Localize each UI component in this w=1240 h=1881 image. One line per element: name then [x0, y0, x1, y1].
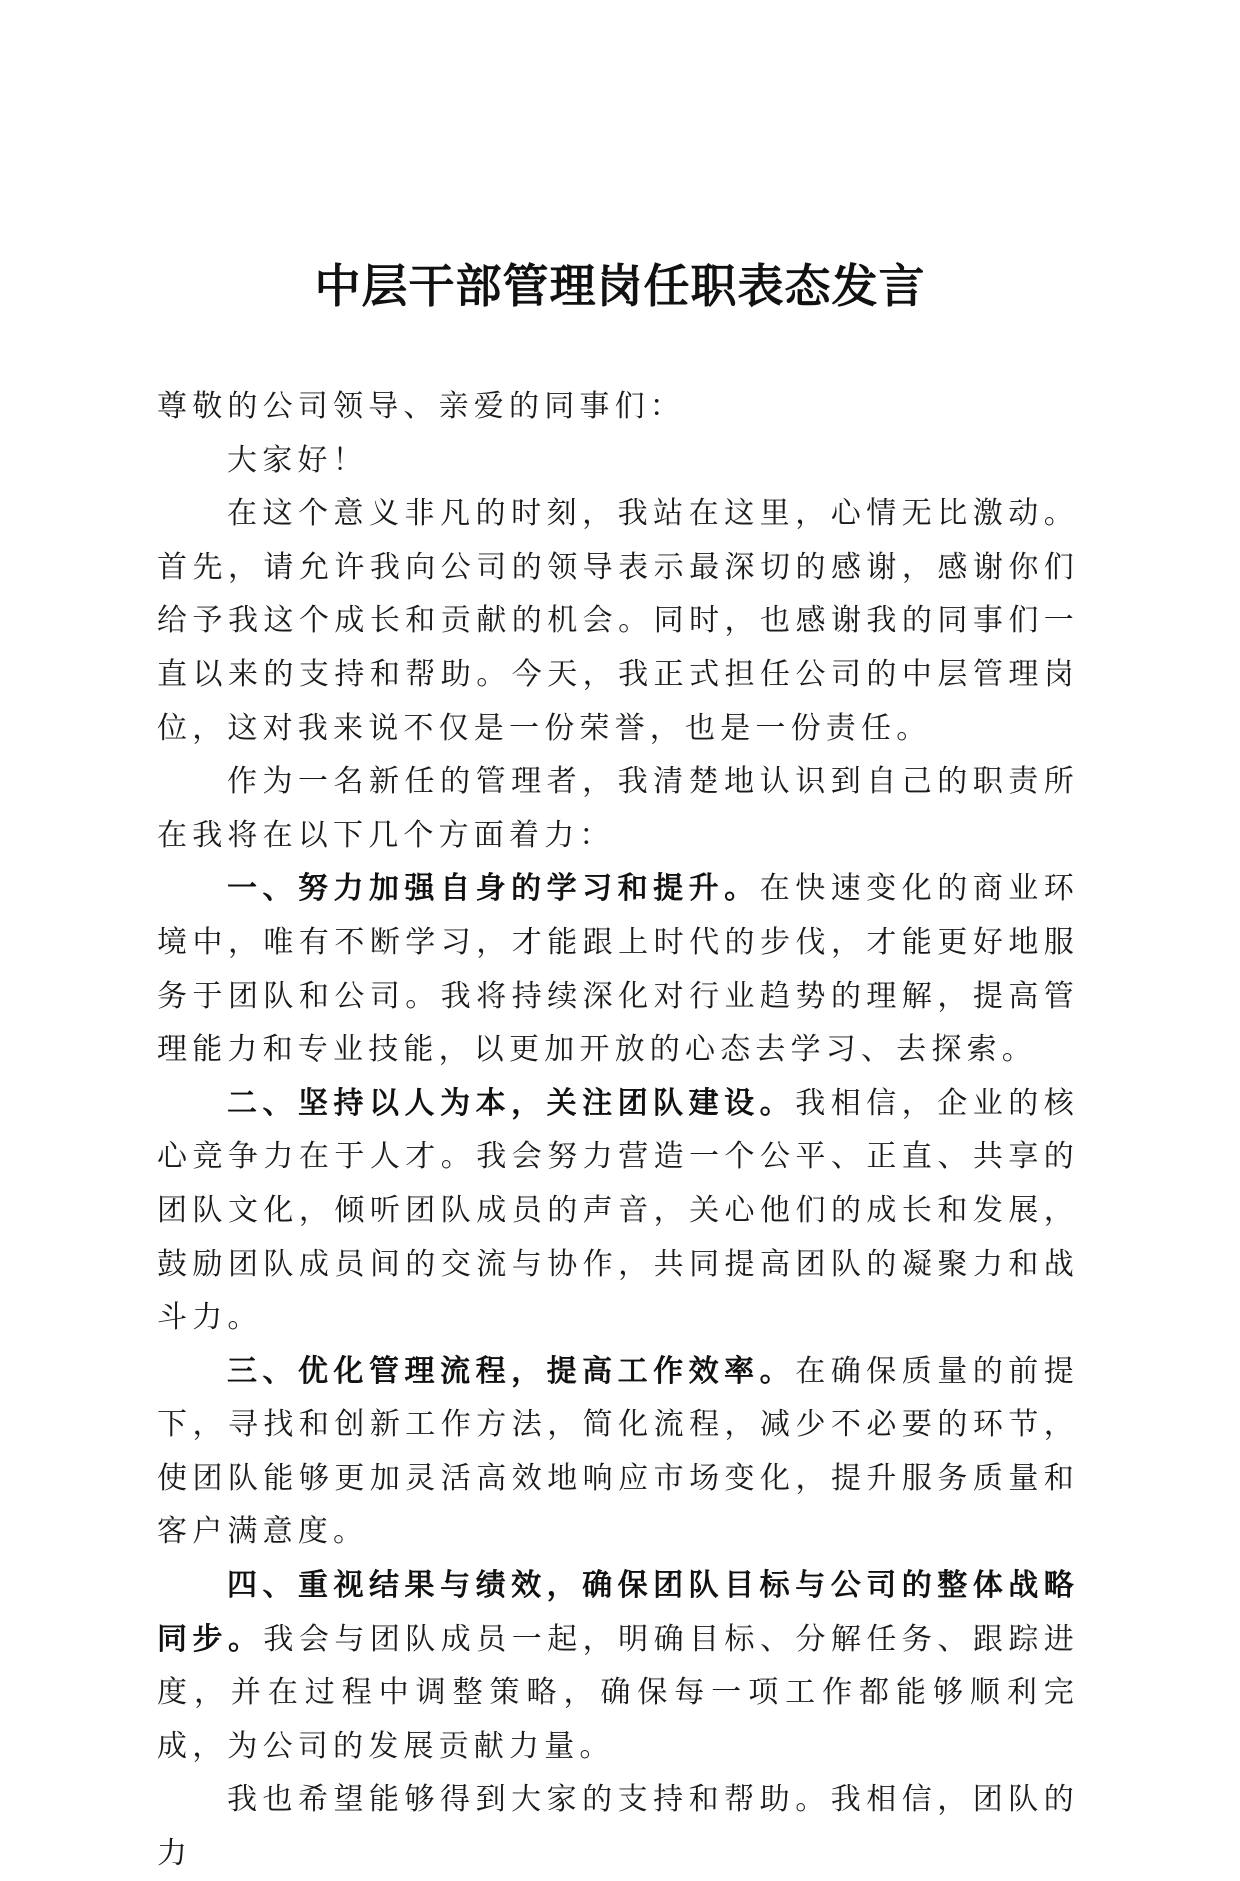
point-3-heading: 三、优化管理流程，提高工作效率。 [227, 1353, 796, 1389]
point-2-heading: 二、坚持以人为本，关注团队建设。 [227, 1085, 796, 1121]
salutation: 尊敬的公司领导、亲爱的同事们： [157, 389, 685, 424]
point-1-heading: 一、努力加强自身的学习和提升。 [227, 871, 760, 907]
greeting: 大家好！ [227, 442, 368, 478]
paragraph-intro: 作为一名新任的管理者，我清楚地认识到自己的职责所在我将在以下几个方面着力： [157, 764, 1079, 853]
document-title: 中层干部管理岗任职表态发言 [314, 259, 926, 313]
document-body [157, 380, 1079, 1881]
point-2-text: 我相信，企业的核心竞争力在于人才。我会努力营造一个公平、正直、共享的团队文化，倾听团队成员的声音，关心他们的成长和发展，鼓励团队成员间的交流与协作，共同提高团队的凝聚力和战斗力。 [157, 1085, 1079, 1336]
point-4-heading: 四、重视结果与绩效，确保团队目标与公司的整体战略同步。 [157, 1568, 1079, 1657]
point-1-text: 在快速变化的商业环境中，唯有不断学习，才能跟上时代的步伐，才能更好地服务于团队和公司。我将持续深化对行业趋势的理解，提高管理能力和专业技能，以更加开放的心态去学习、去探索。 [157, 871, 1079, 1068]
paragraph-point-2 [157, 1077, 1079, 1345]
paragraph-point-1 [157, 862, 1079, 1076]
paragraph-point-4 [157, 1559, 1079, 1773]
paragraph-point-3 [157, 1345, 1079, 1559]
point-4-text: 我会与团队成员一起，明确目标、分解任务、跟踪进度，并在过程中调整策略，确保每一项工作都能够顺利完成，为公司的发展贡献力量。 [157, 1621, 1079, 1764]
paragraph-opening: 在这个意义非凡的时刻，我站在这里，心情无比激动。首先，请允许我向公司的领导表示最深切的感谢，感谢你们给予我这个成长和贡献的机会。同时，也感谢我的同事们一直以来的支持和帮助。今天，我正式担任公司的中层管理岗位，这对我来说不仅是一份荣誉，也是一份责任。 [157, 496, 1079, 746]
point-3-text: 在确保质量的前提下，寻找和创新工作方法，简化流程，减少不必要的环节，使团队能够更加灵活高效地响应市场变化，提升服务质量和客户满意度。 [157, 1353, 1079, 1550]
paragraph-closing: 我也希望能够得到大家的支持和帮助。我相信，团队的力 [157, 1782, 1079, 1872]
